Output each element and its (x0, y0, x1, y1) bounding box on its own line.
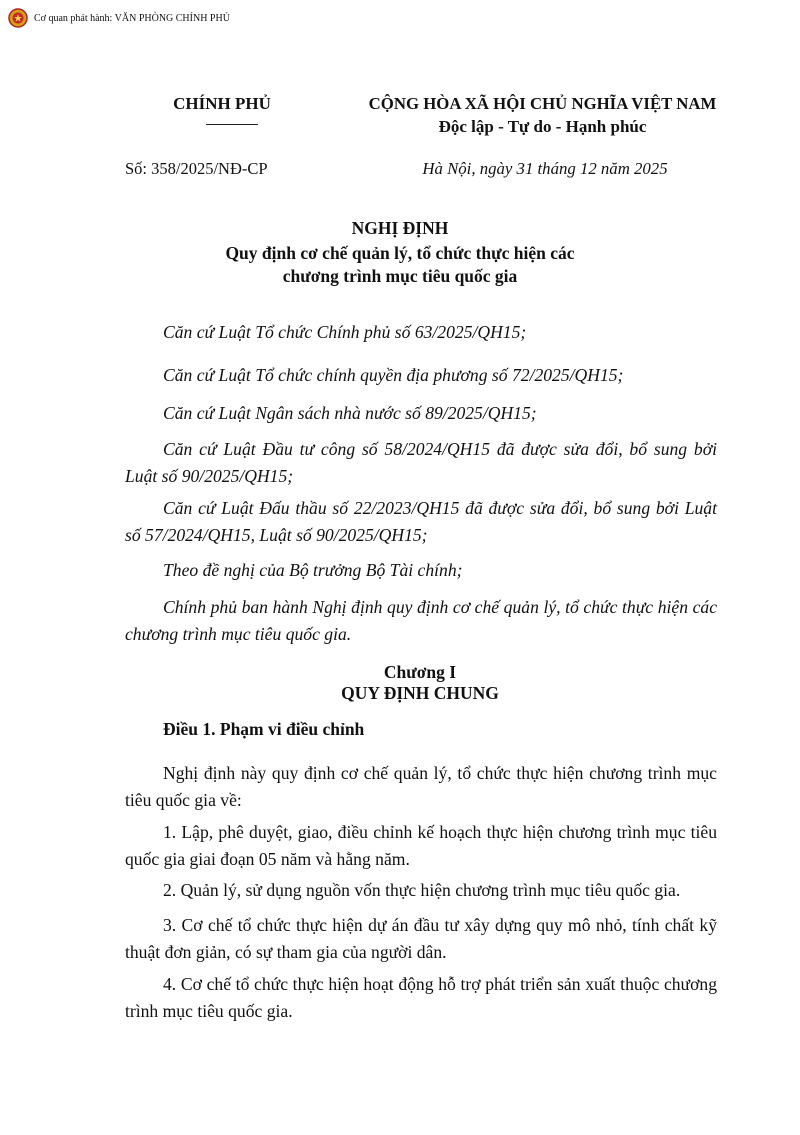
place-date: Hà Nội, ngày 31 tháng 12 năm 2025 (422, 159, 668, 178)
issuer-name: CHÍNH PHỦ (173, 94, 271, 113)
article-1-item-3: 3. Cơ chế tổ chức thực hiện dự án đầu tư xây dựng quy mô nhỏ, tính chất kỹ thuật đơn giản, có sự tham gia của người dân. (125, 915, 717, 962)
state-motto: Độc lập - Tự do - Hạnh phúc (438, 117, 647, 136)
issuer-bar (8, 8, 230, 28)
proposal-basis: Theo đề nghị của Bộ trưởng Bộ Tài chính; (163, 560, 463, 580)
legal-basis-5: Căn cứ Luật Đấu thầu số 22/2023/QH15 đã được sửa đổi, bổ sung bởi Luật số 57/2024/QH15, Luật số 90/2025/QH15; (125, 498, 717, 545)
title-line-2: chương trình mục tiêu quốc gia (282, 266, 518, 286)
issuer-label: Cơ quan phát hành: VĂN PHÒNG CHÍNH PHỦ (34, 12, 230, 24)
promulgation-statement: Chính phủ ban hành Nghị định quy định cơ chế quản lý, tổ chức thực hiện các chương trình mục tiêu quốc gia. (125, 597, 717, 644)
article-1-item-2: 2. Quản lý, sử dụng nguồn vốn thực hiện chương trình mục tiêu quốc gia. (163, 880, 681, 900)
article-1-intro: Nghị định này quy định cơ chế quản lý, tổ chức thực hiện chương trình mục tiêu quốc gia về: (125, 763, 717, 810)
title-line-1: Quy định cơ chế quản lý, tổ chức thực hiện các (225, 243, 575, 263)
document-type: NGHỊ ĐỊNH (351, 218, 449, 238)
state-name: CỘNG HÒA XÃ HỘI CHỦ NGHĨA VIỆT NAM (368, 94, 717, 113)
article-1-heading: Điều 1. Phạm vi điều chỉnh (163, 719, 365, 739)
legal-basis-1: Căn cứ Luật Tổ chức Chính phủ số 63/2025/QH15; (163, 322, 527, 342)
issuer-underline (206, 124, 258, 125)
legal-basis-2: Căn cứ Luật Tổ chức chính quyền địa phương số 72/2025/QH15; (163, 365, 624, 385)
national-emblem-icon (8, 8, 28, 28)
article-1-item-4: 4. Cơ chế tổ chức thực hiện hoạt động hỗ trợ phát triển sản xuất thuộc chương trình mục tiêu quốc gia. (125, 974, 717, 1021)
chapter-name: QUY ĐỊNH CHUNG (341, 683, 499, 703)
legal-basis-4: Căn cứ Luật Đầu tư công số 58/2024/QH15 đã được sửa đổi, bổ sung bởi Luật số 90/2025/QH15; (125, 439, 717, 486)
article-1-item-1: 1. Lập, phê duyệt, giao, điều chỉnh kế hoạch thực hiện chương trình mục tiêu quốc gia giai đoạn 05 năm và hằng năm. (125, 822, 717, 869)
chapter-number: Chương I (383, 662, 457, 682)
document-number: Số: 358/2025/NĐ-CP (125, 159, 268, 178)
legal-basis-3: Căn cứ Luật Ngân sách nhà nước số 89/2025/QH15; (163, 403, 537, 423)
